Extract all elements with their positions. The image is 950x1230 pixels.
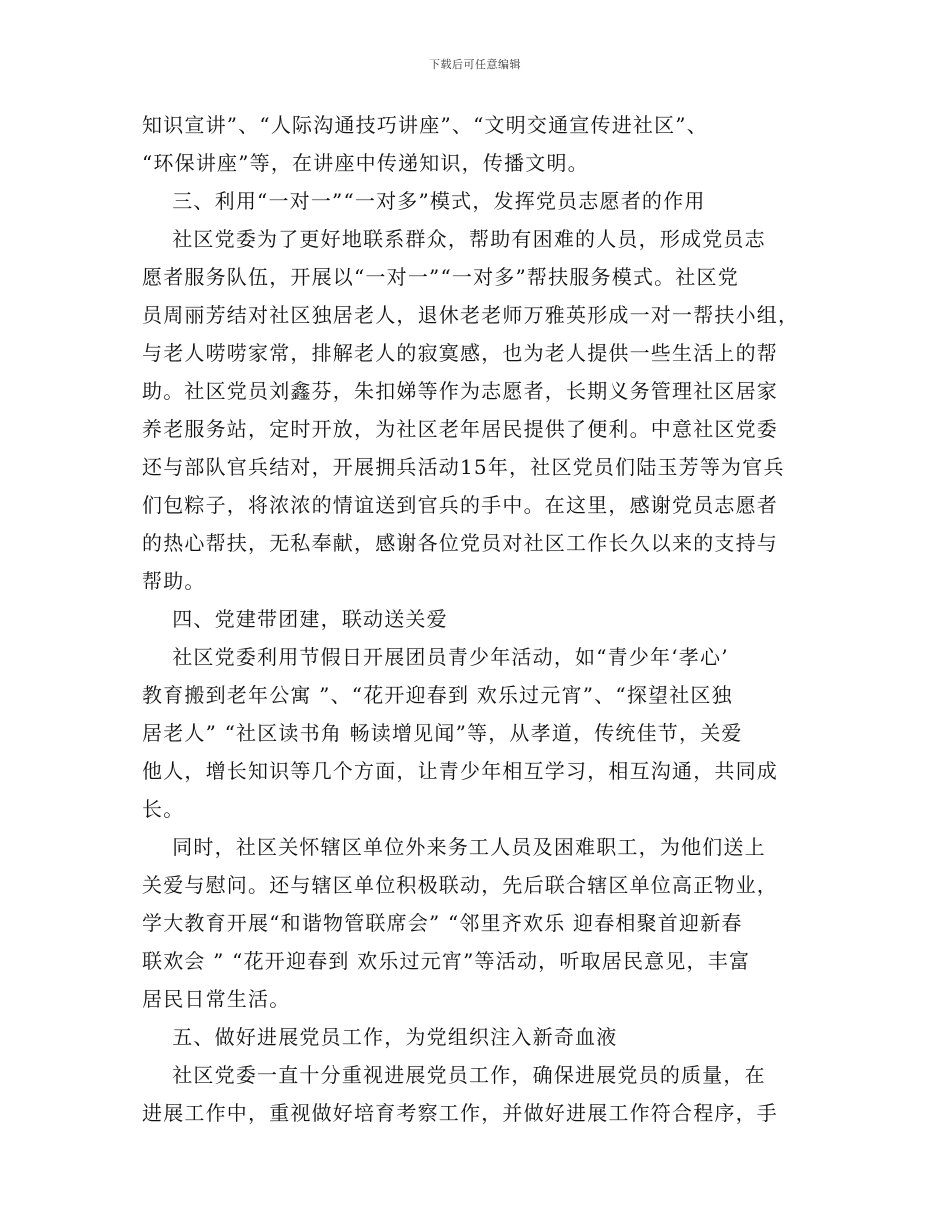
text-line: 五、做好进展党员工作，为党组织注入新奇血液: [142, 1025, 618, 1049]
text-line: 帮助。: [142, 569, 206, 593]
text-line: 关爱与慰问。还与辖区单位积极联动，先后联合辖区单位高正物业，: [142, 873, 778, 897]
text-line: 同时，社区关怀辖区单位外来务工人员及困难职工，为他们送上: [142, 835, 766, 859]
text-line: 居民日常生活。: [142, 987, 291, 1011]
text-line: 社区党委利用节假日开展团员青少年活动，如“青少年‘孝心’: [142, 645, 729, 669]
text-line: 他人，增长知识等几个方面，让青少年相互学习，相互沟通，共同成: [142, 759, 778, 783]
text-line: 养老服务站，定时开放，为社区老年居民提供了便利。中意社区党委: [142, 417, 778, 441]
text-line: 知识宣讲”、“人际沟通技巧讲座”、“文明交通宣传进社区”、: [142, 113, 708, 137]
text-line: 四、党建带团建，联动送关爱: [142, 607, 448, 631]
text-line: 社区党委一直十分重视进展党员工作，确保进展党员的质量，在: [142, 1063, 766, 1087]
text-line: 们包粽子，将浓浓的情谊送到官兵的手中。在这里，感谢党员志愿者: [142, 493, 778, 517]
text-line: 长。: [142, 797, 185, 821]
document-body: [142, 106, 806, 1132]
text-line: 学大教育开展“和谐物管联席会” “邻里齐欢乐 迎春相聚首迎新春: [142, 911, 743, 935]
text-line: “环保讲座”等，在讲座中传递知识，传播文明。: [142, 151, 589, 175]
text-line: 愿者服务队伍，开展以“一对一”“一对多”帮扶服务模式。社区党: [142, 265, 739, 289]
text-line: 员周丽芳结对社区独居老人，退休老老师万雅英形成一对一帮扶小组，: [142, 303, 800, 327]
text-line: 居老人” “社区读书角 畅读增见闻”等，从孝道，传统佳节，关爱: [142, 721, 743, 745]
text-line: 三、利用“一对一”“一对多”模式，发挥党员志愿者的作用: [142, 189, 706, 213]
page-header: 下载后可任意编辑: [429, 58, 521, 71]
text-line: 的热心帮扶，无私奉献，感谢各位党员对社区工作长久以来的支持与: [142, 531, 778, 555]
text-line: 教育搬到老年公寓 ”、“花开迎春到 欢乐过元宵”、“探望社区独: [142, 683, 733, 707]
text-line: 联欢会 ” “花开迎春到 欢乐过元宵”等活动，听取居民意见，丰富: [142, 949, 751, 973]
text-line: 进展工作中，重视做好培育考察工作，并做好进展工作符合程序，手: [142, 1101, 778, 1125]
text-line: 还与部队官兵结对，开展拥兵活动15年，社区党员们陆玉芳等为官兵: [142, 455, 785, 479]
text-line: 社区党委为了更好地联系群众，帮助有困难的人员，形成党员志: [142, 227, 766, 251]
text-line: 与老人唠唠家常，排解老人的寂寞感，也为老人提供一些生活上的帮: [142, 341, 778, 365]
text-line: 助。社区党员刘鑫芬，朱扣娣等作为志愿者，长期义务管理社区居家: [142, 379, 778, 403]
